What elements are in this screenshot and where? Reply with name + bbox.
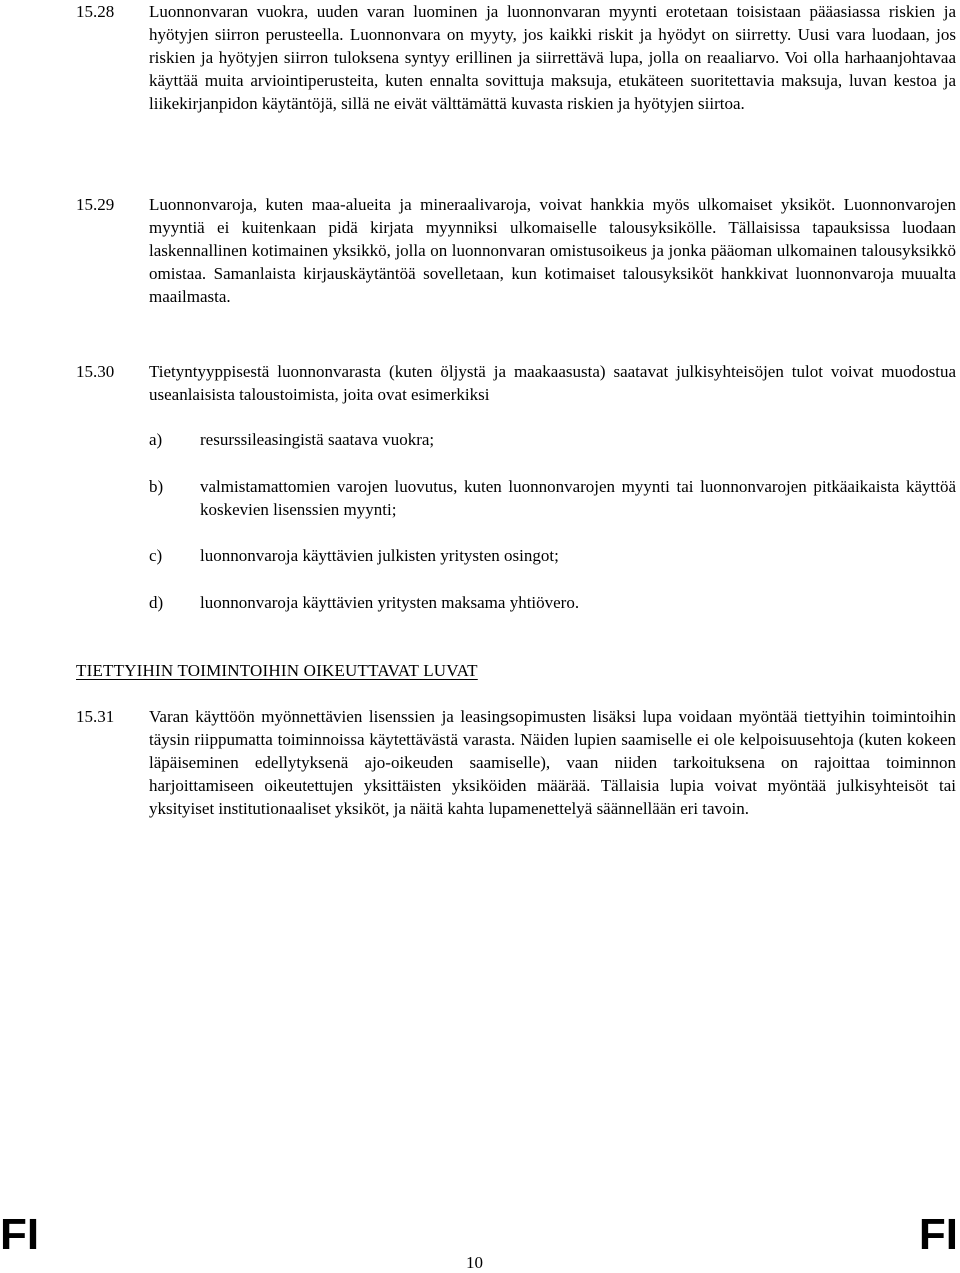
footer-language-code-left: FI <box>0 1210 40 1259</box>
list-item-letter: b) <box>149 477 164 496</box>
footer-language-code-right: FI <box>918 1210 958 1259</box>
list-item-text: resurssileasingistä saatava vuokra; <box>200 430 435 449</box>
paragraph-number: 15.31 <box>76 707 115 726</box>
paragraph-text: Luonnonvaran vuokra, uuden varan luominen ja luonnonvaran myynti erotetaan toisistaan pääasiassa riskien ja hyötyjen siirron perusteella. Luonnonvara on myyty, jos kaikki riskit ja hyödyt on siirretty. Uusi vara luodaan, jos riskien ja hyötyjen siirron tuloksena syntyy erillinen ja siirrettävä lupa, jolla on reaaliarvo. Voi olla harhaanjohtavaa käyttää muita arviointiperusteita, kuten ennalta sovittuja maksuja, etukäteen suoritettavia maksuja, luvan kestoa ja liikekirjanpidon käytäntöjä, sillä ne eivät välttämättä kuvasta riskien ja hyötyjen siirtoa. <box>149 2 956 113</box>
paragraph-number: 15.29 <box>76 195 115 214</box>
paragraph-number: 15.28 <box>76 2 115 21</box>
paragraph-text: Luonnonvaroja, kuten maa-alueita ja mineraalivaroja, voivat hankkia myös ulkomaiset yksiköt. Luonnonvarojen myyntiä ei kuitenkaan pidä kirjata myynniksi ulkomaiselle talousyksikölle. Tällaisissa tapauksissa luodaan laskennallinen kotimainen yksikkö, jolla on luonnonvaran omistusoikeus ja jonka pääoman ulkomainen talousyksikkö omistaa. Samanlaista kirjauskäytäntöä sovelletaan, kun kotimaiset talousyksiköt hankkivat luonnonvaroja muualta maailmasta. <box>149 195 956 306</box>
list-item-letter: d) <box>149 593 164 612</box>
list-item-letter: a) <box>149 430 163 449</box>
paragraph-number: 15.30 <box>76 362 115 381</box>
list-item-text: luonnonvaroja käyttävien julkisten yritysten osingot; <box>200 546 559 565</box>
list-item-text: luonnonvaroja käyttävien yritysten maksama yhtiövero. <box>200 593 580 612</box>
list-item-letter: c) <box>149 546 163 565</box>
section-heading: TIETTYIHIN TOIMINTOIHIN OIKEUTTAVAT LUVAT <box>76 661 478 680</box>
list-item-text: valmistamattomien varojen luovutus, kuten luonnonvarojen myynti tai luonnonvarojen pitkäaikaista käyttöä koskevien lisenssien myynti; <box>200 477 956 519</box>
paragraph-text: Tietyntyyppisestä luonnonvarasta (kuten öljystä ja maakaasusta) saatavat julkisyhteisöjen tulot voivat muodostua useanlaisista taloustoimista, joita ovat esimerkiksi <box>149 362 956 404</box>
page-number: 10 <box>466 1253 483 1272</box>
paragraph-text: Varan käyttöön myönnettävien lisenssien ja leasingsopimusten lisäksi lupa voidaan myöntää tiettyihin toimintoihin täysin riippumatta toiminnoissa käytettävästä varasta. Näiden lupien saamiselle ei ole kelpoisuusehtoja (kuten kokeen läpäiseminen edellytyksenä ajo-oikeuden saamiselle), vaan niiden tarkoituksena on rajoittaa toiminnon harjoittamiseen oikeutettujen yksittäisten yksiköiden määrää. Tällaisia lupia voivat myöntää julkisyhteisöt tai yksityiset institutionaaliset yksiköt, ja näitä kahta lupamenettelyä säännellään eri tavoin. <box>149 707 956 818</box>
